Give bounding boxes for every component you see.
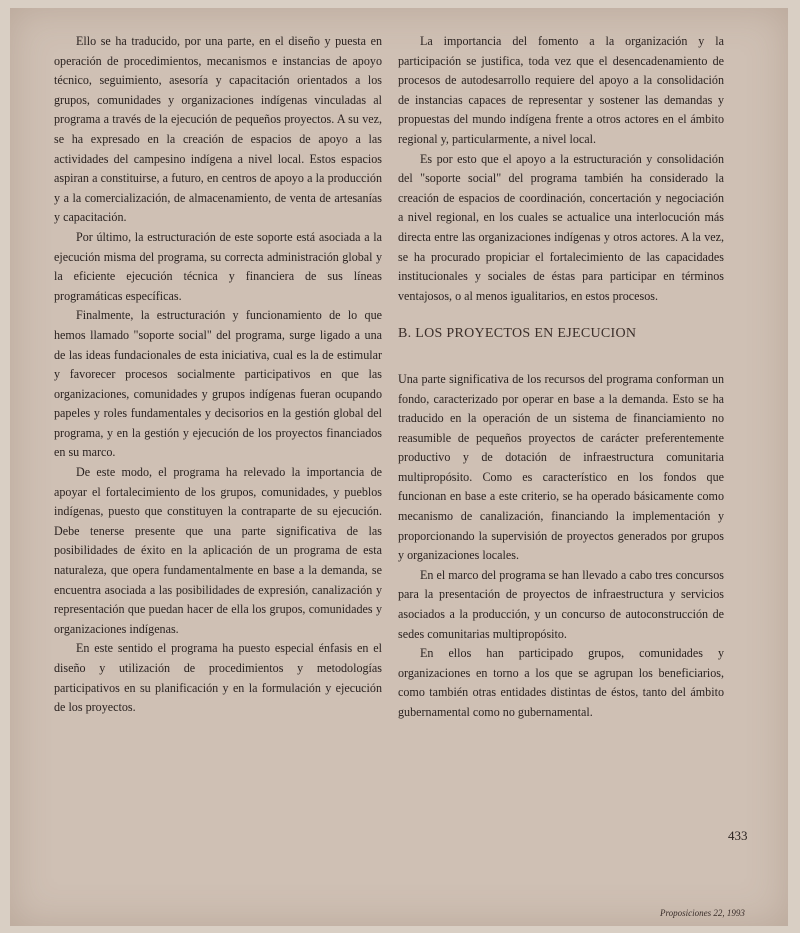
- paragraph: Ello se ha traducido, por una parte, en el diseño y puesta en operación de procedimientos, mecanismos e instancias de apoyo técnico, seguimiento, asesoría y capacitación orientados a los grupos, comunidades y organizaciones indígenas vinculadas al programa a través de la ejecución de pequeños proyectos. A su vez, se ha expresado en la creación de espacios de apoyo a las actividades del campesino indígena a nivel local. Estos espacios aspiran a constituirse, a futuro, en centros de apoyo a la producción y a la comercialización, de almacenamiento, de venta de artesanías y capacitación.: [54, 34, 382, 225]
- paragraph: En el marco del programa se han llevado a cabo tres concursos para la presentación de proyectos de infraestructura y servicios asociados a la producción, y un concurso de autoconstrucción de sedes comunitarias multipropósito.: [398, 567, 724, 641]
- left-column: [54, 32, 382, 718]
- paragraph: En este sentido el programa ha puesto especial énfasis en el diseño y utilización de procedimientos y metodologías participativos en su planificación y en la formulación y ejecución de los proyectos.: [54, 641, 382, 715]
- running-footer: Proposiciones 22, 1993: [660, 908, 745, 918]
- paragraph: De este modo, el programa ha relevado la importancia de apoyar el fortalecimiento de los grupos, comunidades, y pueblos indígenas, puesto que constituyen la contraparte de su ejecución. Debe tenerse presente que una parte significativa de las posibilidades de éxito en la aplicación de un programa de esta naturaleza, que opera fundamentalmente en base a la demanda, se encuentra asociada a las posibilidades de expresión, canalización y representación que puedan hacer de ella los grupos, comunidades y organizaciones indígenas.: [54, 465, 382, 636]
- paragraph: Es por esto que el apoyo a la estructuración y consolidación del "soporte social" del programa también ha considerado la creación de espacios de coordinación, concertación y negociación a nivel regional, en los cuales se actualice una interlocución más directa entre las organizaciones indígenas y otros actores. A la vez, se ha procurado propiciar el fortalecimiento de las capacidades institucionales y sociales de éstas para participar en términos ventajosos, o al menos igualitarios, en estos procesos.: [398, 151, 724, 303]
- paragraph: Por último, la estructuración de este soporte está asociada a la ejecución misma del programa, su correcta administración global y la eficiente ejecución técnica y financiera de sus líneas programáticas específicas.: [54, 229, 382, 303]
- paragraph: Finalmente, la estructuración y funcionamiento de lo que hemos llamado "soporte social" del programa, surge ligado a una de las ideas fundacionales de esta iniciativa, cual es la de estimular y favorecer procesos socialmente participativos en que las organizaciones, comunidades y grupos indígenas fueran ocupando papeles y roles fundamentales y decisorios en la gestión global del programa, y en la gestión y ejecución de los proyectos financiados en su marco.: [54, 308, 382, 460]
- paragraph: Una parte significativa de los recursos del programa conforman un fondo, caracterizado por operar en base a la demanda. Esto se ha traducido en la operación de un sistema de financiamiento no reasumible de pequeños proyectos de carácter preferentemente productivo y de dotación de infraestructura comunitaria multipropósito. Como es característico en los fondos que funcionan en base a este criterio, se ha operado básicamente como mecanismo de canalización, financiando la implementación y proporcionando la supervisión de proyectos generados por grupos y organizaciones locales.: [398, 371, 724, 563]
- book-page: [10, 8, 788, 926]
- right-column: [398, 32, 724, 723]
- paragraph: En ellos han participado grupos, comunidades y organizaciones en torno a los que se agrupan los beneficiarios, como también otras entidades distintas de éstos, tanto del ámbito gubernamental como no gubernamental.: [398, 646, 724, 719]
- paragraph: La importancia del fomento a la organización y la participación se justifica, toda vez que el desencadenamiento de procesos de autodesarrollo requiere del apoyo a la consolidación de instancias capaces de representar y sostener las demandas y propuestas del mundo indígena frente a otros actores en el ámbito regional y, particularmente, a nivel local.: [398, 34, 724, 146]
- section-heading: B. LOS PROYECTOS EN EJECUCION: [398, 326, 637, 342]
- page-number: 433: [728, 828, 748, 843]
